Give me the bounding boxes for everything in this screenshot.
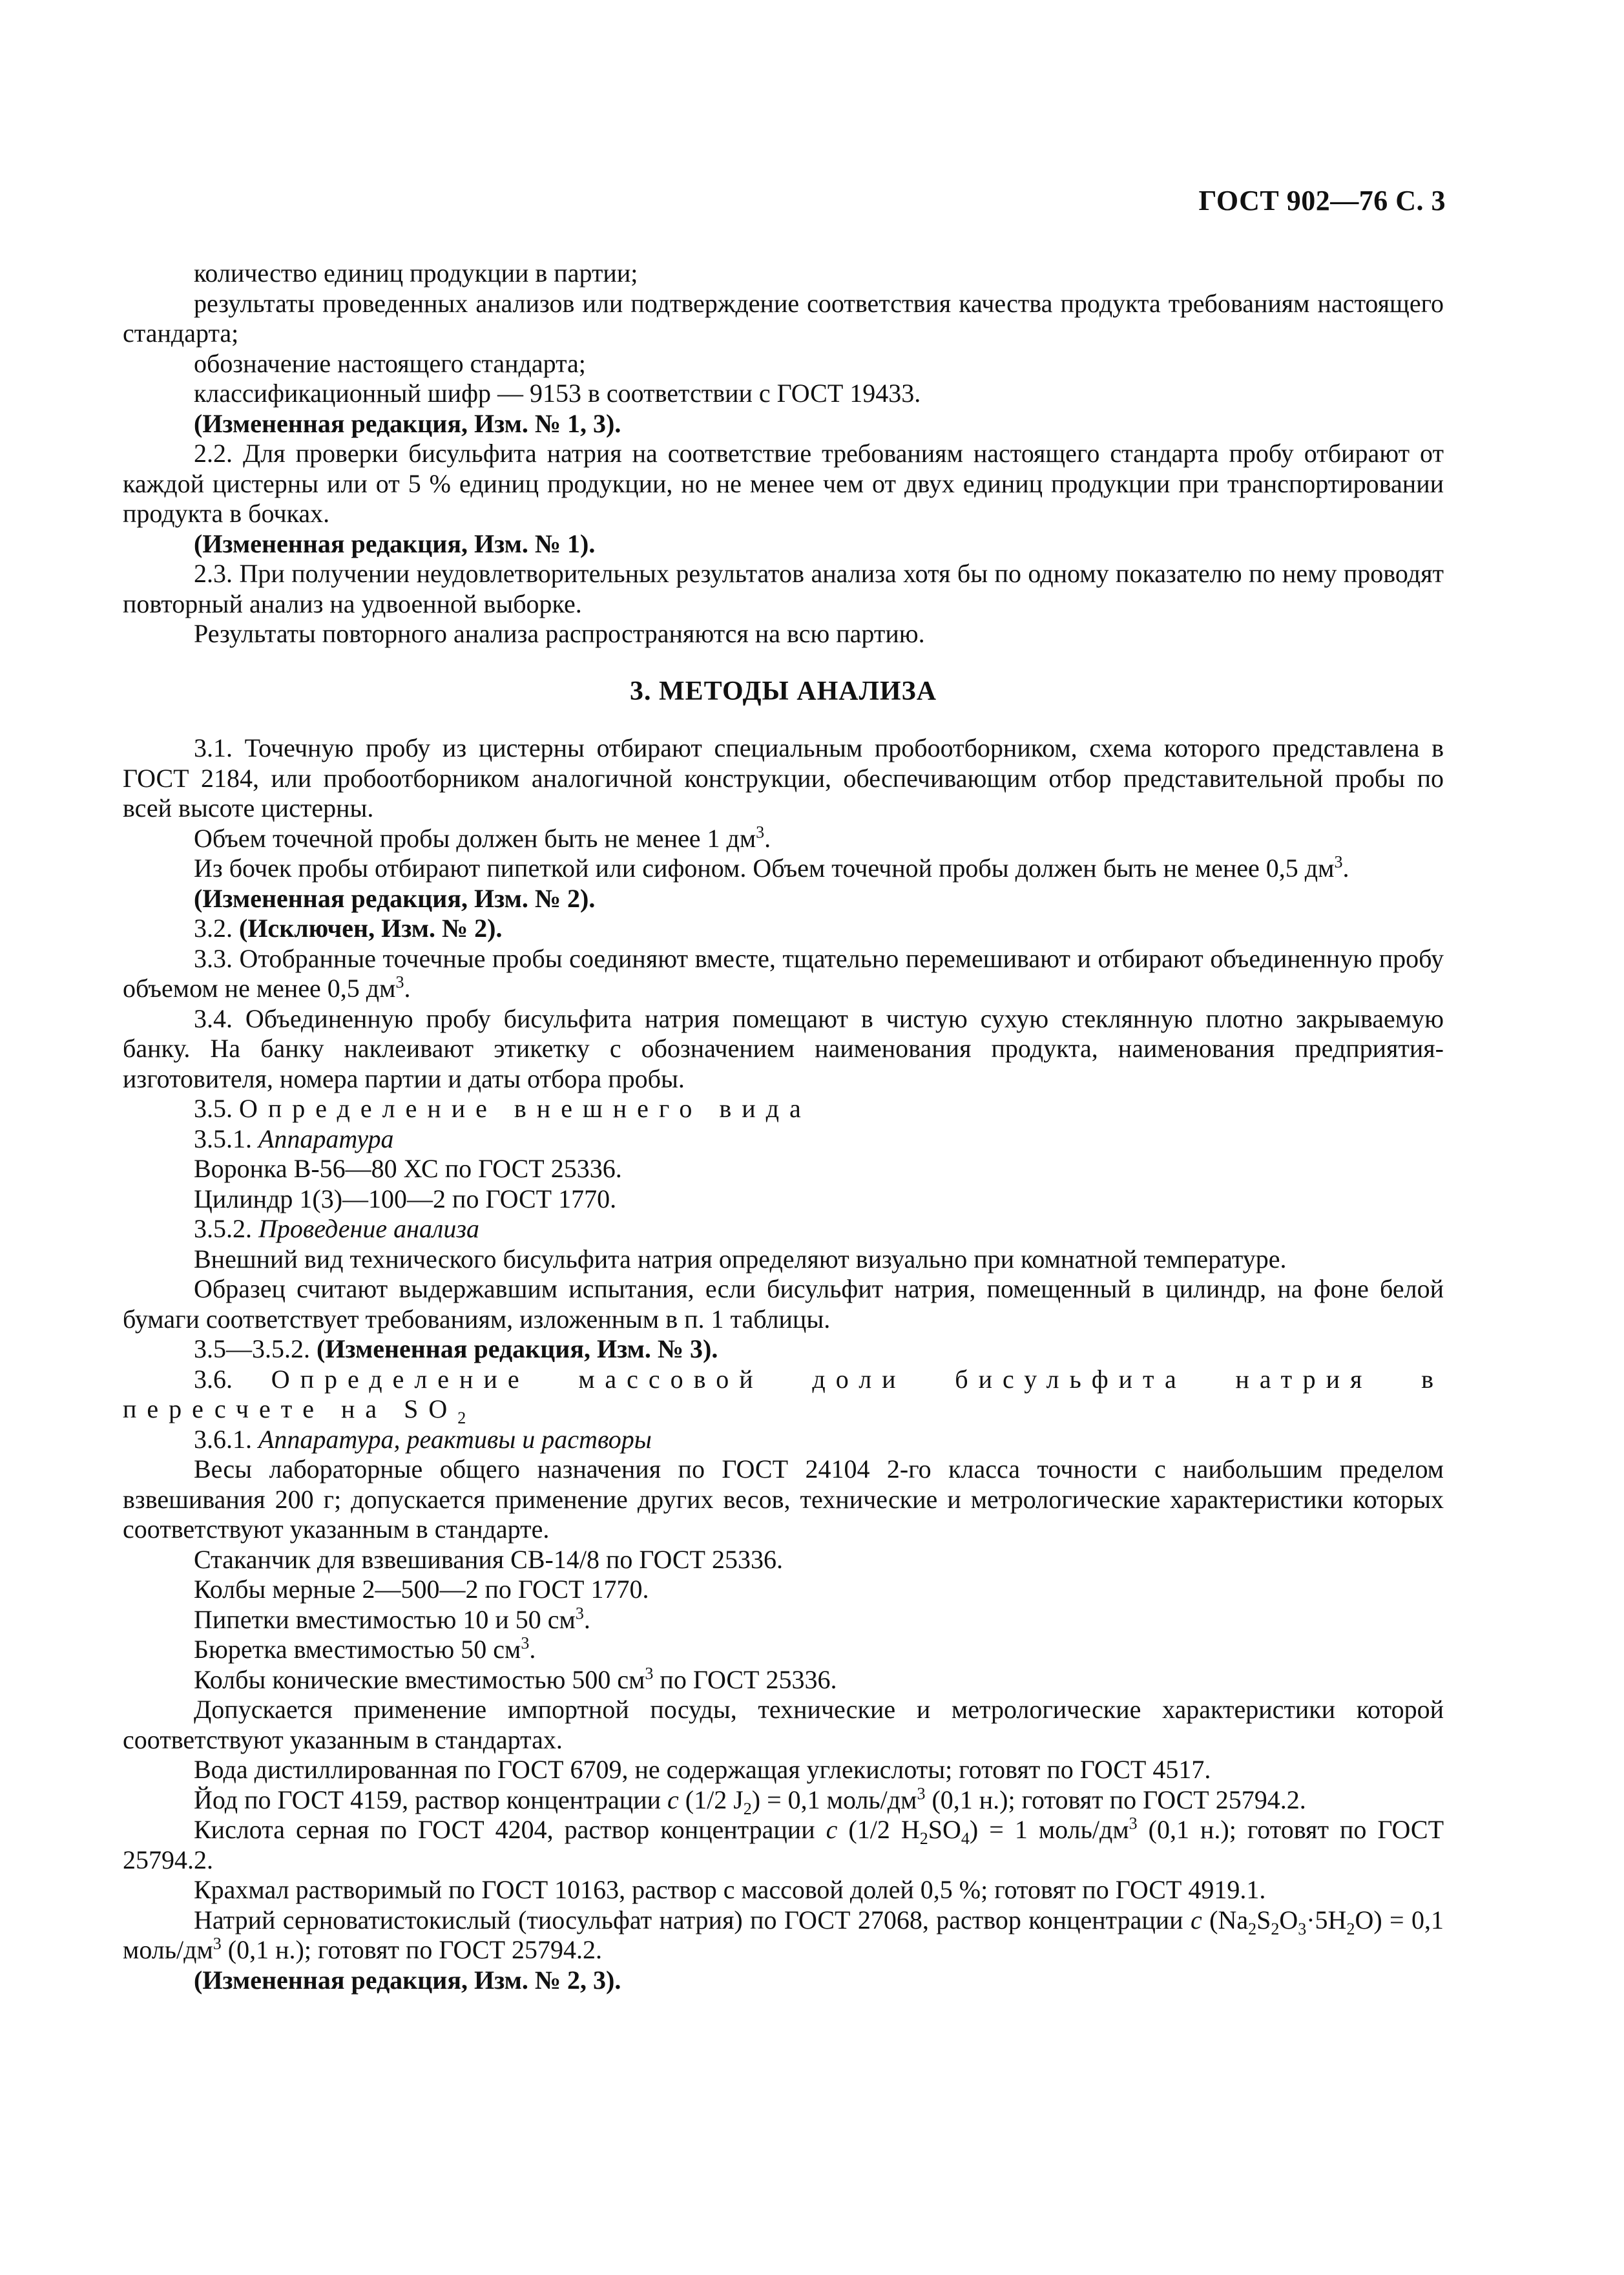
amendment-line	[123, 1334, 1444, 1365]
superscript: 3	[645, 1664, 654, 1683]
clause-number: 3.2.	[194, 914, 233, 943]
subsection-title: Определение массовой доли бисульфита натрия в пересчете на SO	[123, 1364, 1444, 1423]
list-item: классификационный шифр — 9153 в соответствии с ГОСТ 19433.	[194, 379, 921, 408]
superscript: 3	[1129, 1814, 1138, 1833]
subscript: 2	[1271, 1919, 1280, 1938]
text: ) = 0,1 моль/дм	[751, 1785, 917, 1814]
subsection-title: Аппаратура	[258, 1124, 394, 1153]
clause-3-6-1	[123, 1425, 1444, 1455]
concentration-symbol: c	[1190, 1905, 1202, 1934]
text: Объем точечной пробы должен быть не менее 1 дм	[194, 823, 756, 853]
list-item: Воронка В-56—80 ХС по ГОСТ 25336.	[194, 1154, 622, 1183]
text: по ГОСТ 25336.	[653, 1664, 837, 1694]
text: (Na	[1202, 1905, 1249, 1934]
text: Из бочек пробы отбирают пипеткой или сифоном. Объем точечной пробы должен быть не менее 0,5 дм	[194, 854, 1335, 883]
paragraph: Образец считают выдержавшим испытания, если бисульфит натрия, помещенный в цилиндр, на фоне белой бумаги соответствует требованиям, изложенным в п. 1 таблицы.	[123, 1274, 1444, 1334]
text: Колбы конические вместимостью 500 см	[194, 1664, 645, 1694]
concentration-symbol: c	[667, 1785, 679, 1814]
paragraph: Внешний вид технического бисульфита натрия определяют визуально при комнатной температуре.	[194, 1244, 1287, 1274]
amendment-note: (Измененная редакция, Изм. № 2, 3).	[194, 1965, 621, 1995]
subsection-title: Определение внешнего вида	[239, 1094, 811, 1123]
superscript: 3	[1334, 852, 1343, 872]
reagent-starch: Крахмал растворимый по ГОСТ 10163, раствор с массовой долей 0,5 %; готовят по ГОСТ 4919.1.	[194, 1875, 1266, 1904]
text: O	[1279, 1905, 1298, 1934]
clause-number: 3.5—3.5.2.	[194, 1334, 310, 1363]
subscript: 2	[457, 1409, 466, 1427]
list-item: Вода дистиллированная по ГОСТ 6709, не содержащая углекислоты; готовят по ГОСТ 4517.	[194, 1755, 1211, 1784]
text: .	[583, 1604, 590, 1634]
text: (0,1 н.); готовят по ГОСТ 25794.2.	[221, 1935, 603, 1964]
clause-number: 3.6.1.	[194, 1424, 252, 1454]
text: .	[529, 1635, 536, 1664]
subscript: 2	[743, 1799, 752, 1818]
text: Натрий серноватистокислый (тиосульфат натрия) по ГОСТ 27068, раствор концентрации	[194, 1905, 1191, 1934]
list-item	[123, 1605, 1444, 1635]
subscript: 2	[919, 1829, 928, 1848]
superscript: 3	[521, 1633, 530, 1653]
paragraph	[123, 854, 1444, 884]
clause-number: 3.6.	[194, 1364, 233, 1394]
superscript: 3	[395, 972, 404, 992]
amendment-note: (Измененная редакция, Изм. № 1, 3).	[194, 408, 621, 438]
clause-3-1: 3.1. Точечную пробу из цистерны отбирают специальным пробоотборником, схема которого представлена в ГОСТ 2184, или пробоотборником аналогичной конструкции, обеспечивающим отбор представительной пробы по всей высоте цистерны.	[123, 733, 1444, 823]
list-item: Цилиндр 1(3)—100—2 по ГОСТ 1770.	[194, 1184, 617, 1213]
list-item: количество единиц продукции в партии;	[194, 258, 638, 288]
amendment-note: (Измененная редакция, Изм. № 3).	[317, 1334, 718, 1363]
text: 3.3. Отобранные точечные пробы соединяют вместе, тщательно перемешивают и отбирают объединенную пробу объемом не менее 0,5 дм	[123, 943, 1444, 1003]
clause-3-5	[123, 1094, 1444, 1124]
superscript: 3	[575, 1604, 584, 1623]
paragraph: Результаты повторного анализа распространяются на всю партию.	[194, 619, 925, 648]
subsection-title: Проведение анализа	[258, 1214, 479, 1243]
text: .	[1342, 854, 1349, 883]
clause-3-3	[123, 944, 1444, 1004]
superscript: 3	[213, 1934, 222, 1953]
amendment-note: (Измененная редакция, Изм. № 1).	[194, 529, 596, 558]
text: Пипетки вместимостью 10 и 50 см	[194, 1604, 576, 1634]
paragraph	[123, 824, 1444, 854]
clause-3-5-2	[123, 1214, 1444, 1244]
amendment-note: (Исключен, Изм. № 2).	[239, 914, 503, 943]
clause-2-3: 2.3. При получении неудовлетворительных результатов анализа хотя бы по одному показателю по нему проводят повторный анализ на удвоенной выборке.	[123, 559, 1444, 618]
text: (1/2 J	[678, 1785, 744, 1814]
subsection-title: Аппаратура, реактивы и растворы	[258, 1424, 652, 1454]
clause-3-5-1	[123, 1124, 1444, 1155]
running-header: ГОСТ 902—76 С. 3	[1198, 185, 1446, 216]
paragraph: Допускается применение импортной посуды, технические и метрологические характеристики которой соответствуют указанным в стандартах.	[123, 1695, 1444, 1754]
clause-3-6	[123, 1365, 1444, 1425]
reagent-thiosulfate	[123, 1905, 1444, 1966]
text: O) = 0,1 моль/дм	[123, 1905, 1444, 1964]
list-item	[123, 1635, 1444, 1665]
clause-2-2: 2.2. Для проверки бисульфита натрия на соответствие требованиям настоящего стандарта пробу отбирают от каждой цистерны или от 5 % единиц продукции, но не менее чем от двух единиц продукции при транспортировании продукта в бочках.	[123, 439, 1444, 528]
reagent-iodine	[123, 1785, 1444, 1816]
text: SO	[928, 1815, 961, 1844]
list-item	[123, 1665, 1444, 1695]
subscript: 3	[1298, 1919, 1307, 1938]
reagent-sulfuric-acid	[123, 1815, 1444, 1875]
text: S	[1256, 1905, 1271, 1934]
text: (0,1 н.); готовят по ГОСТ 25794.2.	[925, 1785, 1306, 1814]
clause-3-2	[123, 914, 1444, 944]
text: .	[404, 974, 411, 1003]
list-item: Колбы мерные 2—500—2 по ГОСТ 1770.	[194, 1575, 649, 1604]
paragraph: Весы лабораторные общего назначения по ГОСТ 24104 2-го класса точности с наибольшим пределом взвешивания 200 г; допускается применение других весов, технические и метрологические характеристики которых соответствуют указанным в стандарте.	[123, 1454, 1444, 1544]
text: ·5H	[1306, 1905, 1347, 1934]
clause-number: 3.5.1.	[194, 1124, 252, 1153]
clause-number: 3.5.	[194, 1094, 233, 1123]
text: .	[764, 823, 771, 853]
text: (1/2 H	[837, 1815, 920, 1844]
section-heading: 3. МЕТОДЫ АНАЛИЗА	[629, 676, 937, 706]
list-item: обозначение настоящего стандарта;	[194, 348, 586, 378]
text: Йод по ГОСТ 4159, раствор концентрации	[194, 1785, 668, 1814]
clause-number: 3.5.2.	[194, 1214, 252, 1243]
superscript: 3	[917, 1784, 926, 1803]
text: (0,1 н.); готовят по ГОСТ 25794.2.	[123, 1815, 1444, 1874]
subscript: 2	[1346, 1919, 1355, 1938]
page-body	[123, 258, 1444, 1995]
superscript: 3	[756, 823, 765, 842]
text: Бюретка вместимостью 50 см	[194, 1635, 521, 1664]
text: ) = 1 моль/дм	[969, 1815, 1129, 1844]
subscript: 4	[961, 1829, 970, 1848]
clause-3-4: 3.4. Объединенную пробу бисульфита натрия помещают в чистую сухую стеклянную плотно закрываемую банку. На банку наклеивают этикетку с обозначением наименования продукта, наименования предприятия-изготовителя, номера партии и даты отбора пробы.	[123, 1003, 1444, 1093]
list-item: результаты проведенных анализов или подтверждение соответствия качества продукта требованиям настоящего стандарта;	[123, 288, 1444, 348]
concentration-symbol: c	[826, 1815, 838, 1844]
text: Кислота серная по ГОСТ 4204, раствор концентрации	[194, 1815, 826, 1844]
subscript: 2	[1248, 1919, 1257, 1938]
amendment-note: (Измененная редакция, Изм. № 2).	[194, 883, 596, 913]
list-item: Стаканчик для взвешивания СВ-14/8 по ГОСТ 25336.	[194, 1544, 783, 1574]
